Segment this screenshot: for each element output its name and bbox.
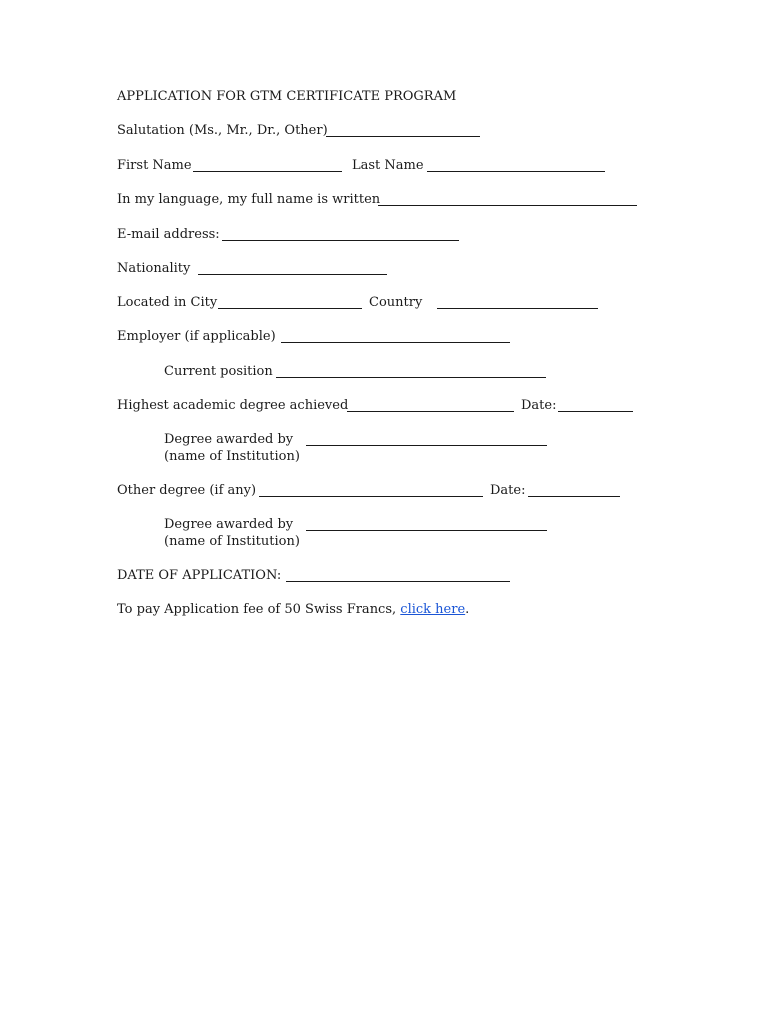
other-degree-date-field[interactable] (528, 496, 620, 497)
native-name-field[interactable] (378, 205, 637, 206)
country-label: Country (369, 295, 423, 310)
application-date-field[interactable] (286, 581, 510, 582)
application-date-label: DATE OF APPLICATION: (117, 568, 282, 583)
other-degree-label: Other degree (if any) (117, 483, 257, 498)
highest-degree-date-label: Date: (521, 398, 557, 413)
other-degree-awarded-label: Degree awarded by (164, 517, 294, 532)
employer-field[interactable] (281, 342, 510, 343)
country-field[interactable] (437, 308, 598, 309)
city-label: Located in City (117, 295, 218, 310)
position-label: Current position (164, 364, 273, 379)
first-name-field[interactable] (193, 171, 342, 172)
degree-institution-field[interactable] (306, 445, 547, 446)
nationality-label: Nationality (117, 261, 191, 276)
other-degree-field[interactable] (259, 496, 483, 497)
fee-end: . (465, 602, 470, 617)
pay-fee-link[interactable]: click here (400, 602, 466, 617)
position-field[interactable] (276, 377, 546, 378)
city-field[interactable] (218, 308, 362, 309)
fee-line (117, 601, 469, 619)
last-name-field[interactable] (427, 171, 605, 172)
email-label: E-mail address: (117, 227, 220, 242)
highest-degree-label: Highest academic degree achieved (117, 398, 349, 413)
fee-text: To pay Application fee of 50 Swiss Francs, (117, 602, 397, 617)
nationality-field[interactable] (198, 274, 387, 275)
email-field[interactable] (222, 240, 459, 241)
highest-degree-field[interactable] (347, 411, 514, 412)
other-degree-date-label: Date: (490, 483, 526, 498)
salutation-label: Salutation (Ms., Mr., Dr., Other) (117, 123, 328, 138)
form-title: APPLICATION FOR GTM CERTIFICATE PROGRAM (117, 89, 457, 104)
degree-awarded-label: Degree awarded by (164, 432, 294, 447)
other-degree-institution-field[interactable] (306, 530, 547, 531)
employer-label: Employer (if applicable) (117, 329, 276, 344)
highest-degree-date-field[interactable] (558, 411, 633, 412)
salutation-field[interactable] (326, 136, 480, 137)
native-name-label: In my language, my full name is written (117, 192, 381, 207)
institution-hint: (name of Institution) (164, 449, 300, 464)
last-name-label: Last Name (352, 158, 424, 173)
first-name-label: First Name (117, 158, 192, 173)
other-institution-hint: (name of Institution) (164, 534, 300, 549)
